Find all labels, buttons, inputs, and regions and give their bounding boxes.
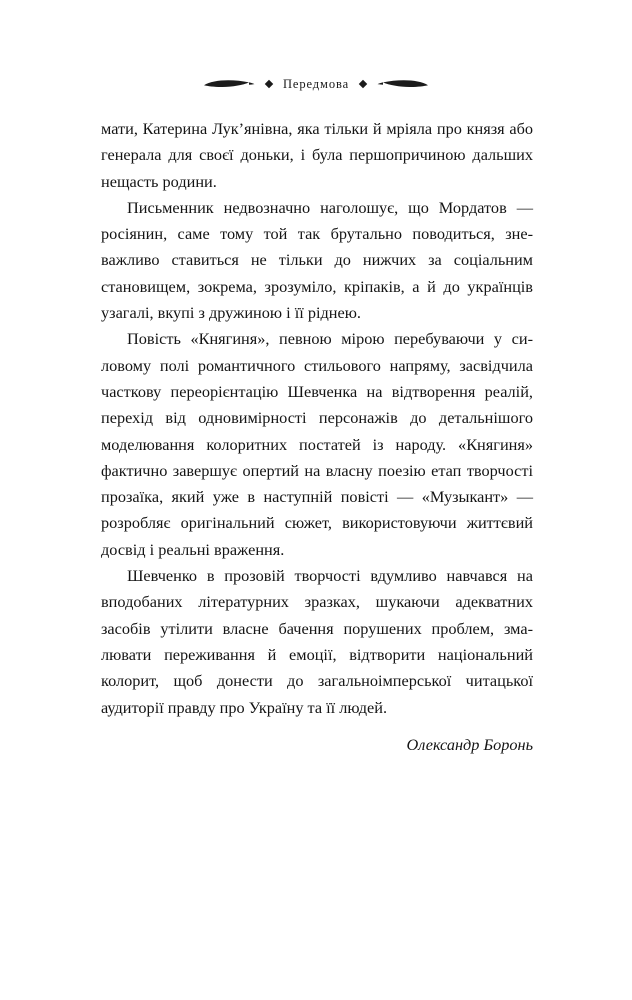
body-text — [101, 116, 533, 758]
leaf-flourish-right-icon — [377, 78, 429, 90]
paragraph: Повість «Княгиня», певною мірою перебуваючи у силовому полі романтичного стильового напряму, засвідчила часткову переорієнтацію Шевченка на відтворення реалій, перехід від одновимірності персонажів до детальнішого моделювання колоритних постатей із народу. «Княгиня» фактично завершує опертий на власну поезію етап творчості прозаїка, який уже в наступній повісті — «Музыкант» — розробляє оригінальний сюжет, використовуючи життєвий досвід і реальні враження. — [101, 329, 533, 559]
running-head-title: Передмова — [282, 76, 350, 91]
diamond-bullet-left-icon — [265, 80, 273, 88]
author-signature: Олександр Боронь — [406, 734, 533, 754]
paragraph: Шевченко в прозовій творчості вдумливо навчався на вподобаних літературних зразках, шукаючи адекватних засобів утілити власне бачення порушених проблем, змалювати переживання й емоції, відтворити національний колорит, щоб донести до загальноімперської читацької аудиторії правду про Україну та її людей. — [101, 566, 533, 717]
leaf-flourish-left-icon — [203, 78, 255, 90]
paragraph: Письменник недвозначно наголошує, що Мордатов — росіянин, саме тому той так брутально поводиться, зневажливо ставиться не тільки до нижчих за соціальним становищем, зокрема, зрозуміло, кріпаків, а й до українців узагалі, вкупі з дружиною і її ріднею. — [101, 197, 533, 323]
running-head — [0, 74, 632, 94]
diamond-bullet-right-icon — [359, 80, 367, 88]
paragraph: мати, Катерина Лук’янівна, яка тільки й мріяла про князя або генерала для своєї доньки, і була першопричиною дальших нещасть родини. — [101, 119, 533, 191]
